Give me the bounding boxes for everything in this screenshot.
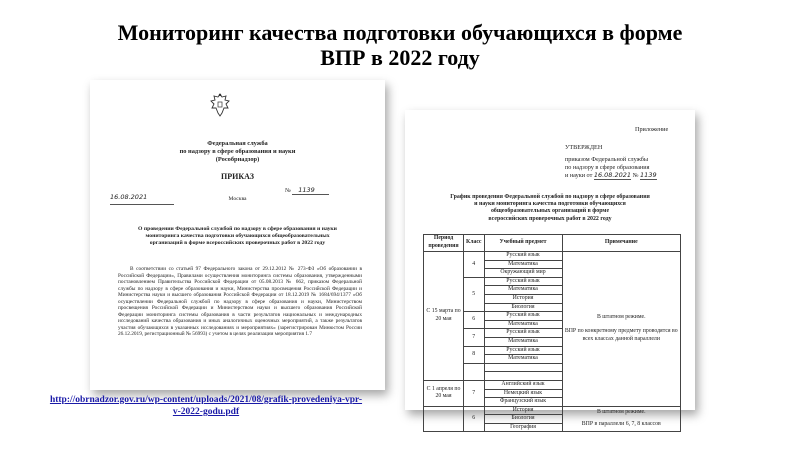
order-body-text: В соответствии со статьей 97 Федерального закона от 29.12.2012 № 273-ФЗ «Об образовании в Российской Федерации», Правилами осуществления мониторинга системы образования, утвержденными постановлением Правительства Российской Федерации от 05.08.2013 № 662, приказом Федеральной службы по надзору в сфере образования и науки, Министерства просвещения Российской Федерации и Министерства науки и высшего образования Российской Федерации от 18.12.2019 № 1684/694/1377 «Об осуществлении Федеральной службой по надзору в сфере образования и науки, Министерством просвещения Российской Федерации и Министерством науки и высшего образования Российской Федерации мониторинга системы образования в части результатов национальных и международных исследований качества образования и иных аналогичных оценочных мероприятий, а также результатов участия обучающихся в указанных исследованиях и мероприятиях» (зарегистрирован Минюстом России 26.12.2019, регистрационный № 56993) с учетом в целях реализации мероприятия 1.7: [118, 266, 362, 337]
approval-line3: [565, 172, 657, 179]
order-city: Москва: [228, 196, 247, 202]
grade-cell: [464, 363, 485, 380]
approval-date: 16.08.2021: [593, 171, 632, 179]
org-name-line2: по надзору в сфере образования и науки: [179, 148, 296, 155]
slide-title: [60, 20, 740, 70]
grade-cell: 7: [464, 380, 485, 406]
org-name-line1: Федеральная служба: [207, 140, 268, 147]
table-header: Класс: [464, 235, 485, 252]
subject-cell: Русский язык: [484, 329, 562, 338]
subject-cell: История: [484, 406, 562, 415]
period-cell: С 1 апреля по 20 мая: [424, 380, 464, 406]
order-subject-line1: О проведении Федеральной службой по надзору в сфере образования и науки: [138, 226, 337, 232]
approved-label: УТВЕРЖДЕН: [565, 144, 603, 151]
subject-cell: Математика: [484, 337, 562, 346]
order-subject-line2: мониторинга качества подготовки обучающихся общеобразовательных: [145, 233, 330, 239]
schedule-heading-line4: всероссийских проверочных работ в 2022 году: [488, 215, 612, 222]
table-header: Примечание: [562, 235, 681, 252]
schedule-heading-line3: общеобразовательных организаций в форме: [490, 208, 610, 215]
subject-cell: История: [484, 294, 562, 303]
order-date: 16.08.2021: [110, 193, 148, 201]
subject-cell: Русский язык: [484, 277, 562, 286]
note-line: ВПР в параллели 6, 7, 8 классов: [581, 421, 661, 428]
subject-cell: Английский язык: [484, 380, 562, 389]
schedule-document-scan: [405, 110, 695, 430]
source-link[interactable]: [6, 394, 406, 418]
subject-cell: Окружающий мир: [484, 269, 562, 278]
slide-title-line1: Мониторинг качества подготовки обучающихся в форме: [117, 20, 683, 45]
grade-cell: 8: [464, 346, 485, 363]
approval-number: 1139: [640, 171, 657, 179]
approval-line1: приказом Федеральной службы: [565, 156, 649, 163]
schedule-table: [423, 234, 681, 432]
note-cell: [562, 406, 681, 432]
note-line: В штатном режиме.: [596, 409, 646, 416]
subject-cell: Биология: [484, 415, 562, 424]
note-line: В штатном режиме.: [596, 314, 646, 321]
period-cell: [424, 406, 464, 432]
schedule-heading-line1: График проведения Федеральной службой по надзору в сфере образования: [450, 194, 650, 200]
table-header: Период проведения: [424, 235, 464, 252]
order-document-scan: [90, 80, 385, 390]
subject-cell: Математика: [484, 286, 562, 295]
table-header-row: [424, 235, 681, 252]
subject-cell: Математика: [484, 260, 562, 269]
order-number-field: [285, 186, 329, 194]
subject-cell: Русский язык: [484, 312, 562, 321]
source-link-line1[interactable]: http://obrnadzor.gov.ru/wp-content/uploads/2021/08/grafik-provedeniya-vpr-: [49, 395, 363, 405]
order-subject: [90, 226, 385, 247]
subject-cell: Русский язык: [484, 346, 562, 355]
source-link-line2[interactable]: v-2022-godu.pdf: [172, 407, 240, 417]
subject-cell: Немецкий язык: [484, 389, 562, 398]
grade-cell: 5: [464, 277, 485, 311]
grade-cell: 6: [464, 406, 485, 432]
subject-cell: [484, 372, 562, 381]
schedule-heading-line2: и науки мониторинга качества подготовки обучающихся: [474, 201, 626, 208]
approval-line2: по надзору в сфере образования: [565, 164, 650, 171]
approval-line3-prefix: и науки от: [565, 172, 593, 179]
subject-cell: Математика: [484, 320, 562, 329]
note-cell: [562, 252, 681, 407]
grade-cell: 4: [464, 252, 485, 278]
slide-title-line2: ВПР в 2022 году: [320, 45, 480, 70]
subject-cell: Русский язык: [484, 252, 562, 261]
coat-of-arms-icon: [208, 92, 232, 118]
subject-cell: Французский язык: [484, 398, 562, 407]
note-line: ВПР по конкретному предмету проводятся во всех классах данной параллели: [564, 328, 678, 342]
period-cell: С 15 марта по 20 мая: [424, 252, 464, 381]
subject-cell: Математика: [484, 355, 562, 364]
order-number: 1139: [292, 186, 329, 195]
approval-number-prefix: №: [632, 172, 639, 179]
table-row: [424, 252, 681, 261]
order-number-prefix: №: [285, 188, 291, 194]
order-subject-line3: организаций в форме всероссийских проверочных работ в 2022 году: [149, 240, 326, 246]
appendix-label: Приложение: [635, 126, 669, 133]
subject-cell: [484, 363, 562, 372]
grade-cell: 7: [464, 329, 485, 346]
org-name-line3: (Рособрнадзор): [215, 156, 260, 163]
table-header: Учебный предмет: [484, 235, 562, 252]
grade-cell: 6: [464, 312, 485, 329]
subject-cell: География: [484, 423, 562, 432]
schedule-heading: [405, 194, 695, 223]
doc-type: ПРИКАЗ: [221, 172, 254, 181]
subject-cell: Биология: [484, 303, 562, 312]
table-row: [424, 406, 681, 415]
